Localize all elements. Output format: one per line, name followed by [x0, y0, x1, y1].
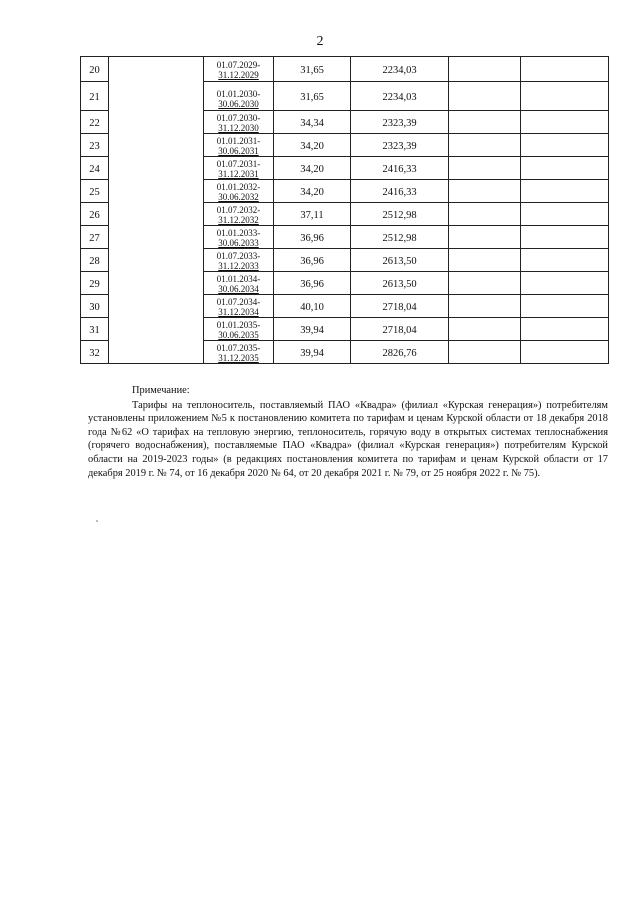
period-end: 31.12.2032: [218, 214, 259, 225]
value-2: 2512,98: [351, 226, 449, 249]
row-number: 22: [81, 111, 109, 134]
value-2: 2234,03: [351, 82, 449, 111]
empty-cell: [521, 249, 609, 272]
period-start: 01.07.2032-: [216, 204, 261, 215]
period-cell: [204, 82, 274, 111]
period-start: 01.07.2029-: [216, 59, 261, 70]
value-1: 36,96: [274, 226, 351, 249]
row-number: 30: [81, 295, 109, 318]
organization-cell: [109, 57, 204, 364]
period-start: 01.07.2035-: [216, 342, 261, 353]
value-1: 31,65: [274, 82, 351, 111]
page-number: 2: [316, 34, 324, 49]
period-cell: [204, 272, 274, 295]
scan-speck: [96, 520, 98, 522]
empty-cell: [521, 341, 609, 364]
row-number: 20: [81, 57, 109, 82]
period-cell: [204, 134, 274, 157]
period-cell: [204, 226, 274, 249]
period-cell: [204, 180, 274, 203]
value-1: 37,11: [274, 203, 351, 226]
empty-cell: [449, 180, 521, 203]
empty-cell: [449, 272, 521, 295]
empty-cell: [449, 249, 521, 272]
empty-cell: [521, 57, 609, 82]
value-2: 2512,98: [351, 203, 449, 226]
value-2: 2234,03: [351, 57, 449, 82]
period-cell: [204, 57, 274, 82]
value-2: 2323,39: [351, 134, 449, 157]
period-cell: [204, 249, 274, 272]
value-2: 2718,04: [351, 318, 449, 341]
empty-cell: [521, 226, 609, 249]
value-2: 2826,76: [351, 341, 449, 364]
value-2: 2416,33: [351, 157, 449, 180]
empty-cell: [449, 318, 521, 341]
value-1: 31,65: [274, 57, 351, 82]
empty-cell: [521, 272, 609, 295]
period-start: 01.07.2030-: [216, 112, 261, 123]
period-end: 31.12.2030: [218, 122, 259, 133]
row-number: 28: [81, 249, 109, 272]
period-end: 31.12.2033: [218, 260, 259, 271]
period-start: 01.01.2035-: [216, 319, 261, 330]
row-number: 26: [81, 203, 109, 226]
period-cell: [204, 203, 274, 226]
empty-cell: [521, 82, 609, 111]
period-end: 30.06.2031: [218, 145, 259, 156]
empty-cell: [449, 134, 521, 157]
row-number: 21: [81, 82, 109, 111]
period-cell: [204, 295, 274, 318]
row-number: 27: [81, 226, 109, 249]
period-end: 30.06.2033: [218, 237, 259, 248]
period-end: 31.12.2035: [218, 352, 259, 363]
value-1: 36,96: [274, 272, 351, 295]
empty-cell: [521, 203, 609, 226]
empty-cell: [521, 295, 609, 318]
period-start: 01.01.2030-: [216, 89, 261, 99]
empty-cell: [449, 57, 521, 82]
row-number: 29: [81, 272, 109, 295]
period-end: 30.06.2032: [218, 191, 259, 202]
value-1: 39,94: [274, 341, 351, 364]
empty-cell: [449, 111, 521, 134]
empty-cell: [449, 341, 521, 364]
period-end: 31.12.2034: [218, 306, 259, 317]
value-1: 40,10: [274, 295, 351, 318]
note: [88, 384, 608, 480]
period-end: 31.12.2031: [218, 168, 259, 179]
value-1: 34,20: [274, 134, 351, 157]
value-1: 39,94: [274, 318, 351, 341]
row-number: 25: [81, 180, 109, 203]
value-1: 34,34: [274, 111, 351, 134]
value-2: 2416,33: [351, 180, 449, 203]
row-number: 32: [81, 341, 109, 364]
period-start: 01.01.2032-: [216, 181, 261, 192]
value-2: 2323,39: [351, 111, 449, 134]
period-start: 01.07.2031-: [216, 158, 261, 169]
period-end: 30.06.2030: [218, 99, 259, 109]
value-2: 2613,50: [351, 249, 449, 272]
row-number: 31: [81, 318, 109, 341]
note-body: Тарифы на теплоноситель, поставляемый ПАО «Квадра» (филиал «Курская генерация») потребителям установлены приложением №5 к постановлению комитета по тарифам и ценам Курской области от 18 декабря 2018 года №62 «О тарифах на тепловую энергию, теплоноситель, горячую воду в открытых системах теплоснабжения (горячего водоснабжения), поставляемые ПАО «Квадра» (филиал «Курская генерация») потребителям Курской области на 2019-2023 годы» (в редакциях постановления комитета по тарифам и ценам Курской области от 17 декабря 2019 г. № 74, от 16 декабря 2020 № 64, от 20 декабря 2021 г. № 79, от 25 ноября 2022 г. № 75).: [88, 399, 608, 479]
empty-cell: [521, 111, 609, 134]
value-2: 2718,04: [351, 295, 449, 318]
empty-cell: [521, 318, 609, 341]
value-2: 2613,50: [351, 272, 449, 295]
empty-cell: [449, 82, 521, 111]
row-number: 24: [81, 157, 109, 180]
period-cell: [204, 111, 274, 134]
period-start: 01.01.2034-: [216, 273, 261, 284]
empty-cell: [521, 134, 609, 157]
period-end: 30.06.2034: [218, 283, 259, 294]
period-start: 01.07.2033-: [216, 250, 261, 261]
period-end: 30.06.2035: [218, 329, 259, 340]
period-start: 01.01.2031-: [216, 135, 261, 146]
tariff-table-body: [81, 57, 609, 364]
empty-cell: [521, 157, 609, 180]
period-cell: [204, 318, 274, 341]
empty-cell: [449, 226, 521, 249]
value-1: 36,96: [274, 249, 351, 272]
note-title: Примечание:: [132, 385, 190, 396]
tariff-table: [80, 56, 609, 364]
period-end: 31.12.2029: [218, 69, 259, 80]
value-1: 34,20: [274, 180, 351, 203]
value-1: 34,20: [274, 157, 351, 180]
period-cell: [204, 341, 274, 364]
empty-cell: [521, 180, 609, 203]
empty-cell: [449, 295, 521, 318]
period-start: 01.07.2034-: [216, 296, 261, 307]
empty-cell: [449, 157, 521, 180]
row-number: 23: [81, 134, 109, 157]
table-row: [81, 57, 609, 82]
period-start: 01.01.2033-: [216, 227, 261, 238]
period-cell: [204, 157, 274, 180]
empty-cell: [449, 203, 521, 226]
